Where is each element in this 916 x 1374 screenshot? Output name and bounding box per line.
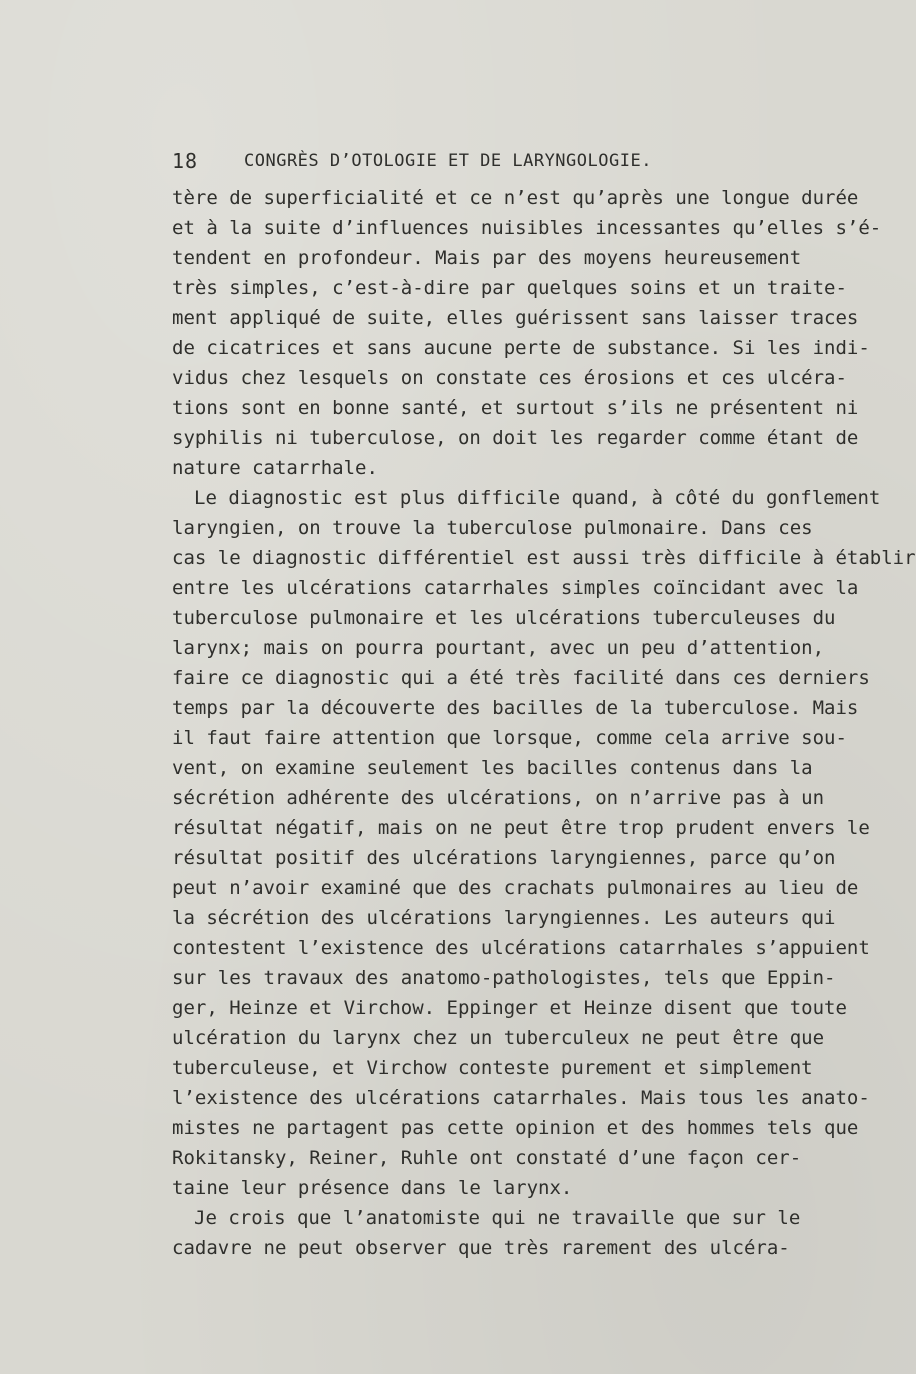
text-line: sur les travaux des anatomo-pathologistes, tels que Eppin- [172, 967, 836, 989]
text-line: syphilis ni tuberculose, on doit les regarder comme étant de [172, 427, 859, 449]
text-line: et à la suite d’influences nuisibles incessantes qu’elles s’é- [172, 217, 882, 239]
text-line: Rokitansky, Reiner, Ruhle ont constaté d’une façon cer- [172, 1147, 802, 1169]
text-line: contestent l’existence des ulcérations catarrhales s’appuient [172, 937, 870, 959]
text-line: temps par la découverte des bacilles de la tuberculose. Mais [172, 697, 859, 719]
text-line: laryngien, on trouve la tuberculose pulmonaire. Dans ces [172, 517, 813, 539]
text-line: entre les ulcérations catarrhales simples coïncidant avec la [172, 577, 859, 599]
text-line: mistes ne partagent pas cette opinion et des hommes tels que [172, 1117, 859, 1139]
text-line: vidus chez lesquels on constate ces érosions et ces ulcéra- [172, 367, 847, 389]
text-line: tions sont en bonne santé, et surtout s’ils ne présentent ni [172, 397, 859, 419]
paragraph-start-line: Le diagnostic est plus difficile quand, à côté du gonflement [194, 487, 881, 509]
text-line: taine leur présence dans le larynx. [172, 1177, 573, 1199]
page-header [172, 149, 712, 179]
text-line: ger, Heinze et Virchow. Eppinger et Heinze disent que toute [172, 997, 847, 1019]
text-line: tendent en profondeur. Mais par des moyens heureusement [172, 247, 802, 269]
text-line: la sécrétion des ulcérations laryngiennes. Les auteurs qui [172, 907, 836, 929]
text-line: sécrétion adhérente des ulcérations, on n’arrive pas à un [172, 787, 825, 809]
text-line: nature catarrhale. [172, 457, 378, 479]
text-line: très simples, c’est-à-dire par quelques soins et un traite- [172, 277, 847, 299]
text-line: tuberculeuse, et Virchow conteste purement et simplement [172, 1057, 813, 1079]
text-line: cas le diagnostic différentiel est aussi très difficile à établir [172, 547, 916, 569]
text-line: de cicatrices et sans aucune perte de substance. Si les indi- [172, 337, 870, 359]
text-line: ulcération du larynx chez un tuberculeux ne peut être que [172, 1027, 825, 1049]
text-line: faire ce diagnostic qui a été très facilité dans ces derniers [172, 667, 870, 689]
text-line: résultat négatif, mais on ne peut être trop prudent envers le [172, 817, 870, 839]
text-line: il faut faire attention que lorsque, comme cela arrive sou- [172, 727, 847, 749]
running-title: CONGRÈS D’OTOLOGIE ET DE LARYNGOLOGIE. [244, 151, 652, 171]
text-line: larynx; mais on pourra pourtant, avec un peu d’attention, [172, 637, 825, 659]
text-line: cadavre ne peut observer que très rarement des ulcéra- [172, 1237, 790, 1259]
text-line: ment appliqué de suite, elles guérissent sans laisser traces [172, 307, 859, 329]
text-line: peut n’avoir examiné que des crachats pulmonaires au lieu de [172, 877, 859, 899]
text-line: résultat positif des ulcérations laryngiennes, parce qu’on [172, 847, 836, 869]
text-line: l’existence des ulcérations catarrhales. Mais tous les anato- [172, 1087, 870, 1109]
text-line: tuberculose pulmonaire et les ulcérations tuberculeuses du [172, 607, 836, 629]
text-line: vent, on examine seulement les bacilles contenus dans la [172, 757, 813, 779]
page-number: 18 [172, 149, 199, 173]
text-line: tère de superficialité et ce n’est qu’après une longue durée [172, 187, 859, 209]
paragraph-start-line: Je crois que l’anatomiste qui ne travaille que sur le [194, 1207, 801, 1229]
body-text [172, 183, 916, 1263]
